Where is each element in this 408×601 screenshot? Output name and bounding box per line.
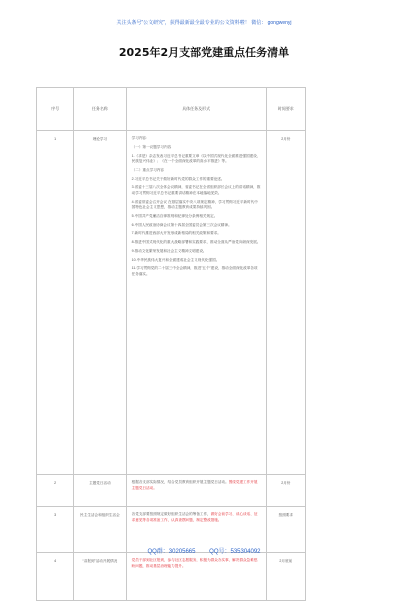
content-line: （一）第一议题学习内容 [131,144,172,149]
table-header-row [37,88,306,131]
content-line: 6.中国人民政治协商会议第十四届全国委员会第三次会议精神。 [131,222,232,227]
footer-qq-number[interactable]: QQ号：535304092 [209,549,261,555]
content-line: 8.推进中国式现代化的重大战略部署和实践要求，推动全面从严治党向纵深发展。 [131,240,261,245]
content-line: 7.新时代推进西部大开发形成新格局的相关政策和要求。 [131,231,221,236]
row-no: 1 [37,131,74,475]
row-type: 民主生活会和组织生活会 [74,507,126,553]
content-highlight: 围绕党建工作开展主题党日活动。 [131,480,258,490]
content-line: 3.省委十三届八次全体会议精神，省委书记在全省组织部长会议上的讲话精神，推动学习贯彻习近平总书记重要讲话精神在本地落地见效。 [131,185,261,195]
row-no: 2 [37,475,74,507]
task-table [36,87,306,601]
content-line: 2.习近平总书记关于做好新时代党的群众工作的重要论述。 [131,176,225,181]
row-time: 2月份 [266,131,305,475]
row-type: 理论学习 [74,131,126,475]
row-content [126,131,266,475]
footer-contact [0,546,408,555]
content-line: 9.推动文化繁荣发展和社会主义精神文明建设。 [131,248,207,253]
header-time: 时间要求 [266,88,305,131]
banner-wechat-id: gongwenyj [267,20,292,26]
header-no: 序号 [37,88,74,131]
content-line: 10.中华民族伟大复兴和全面建成社会主义现代化强国。 [131,257,220,262]
row-no: 3 [37,507,74,553]
content-line: 1.《求是》杂志发表习近平总书记重要文章《以中国式现代化全面推进强国建设、民族复兴伟业》；《在一个全面深化改革的高水平推进》等。 [131,153,261,164]
row-content [126,475,266,507]
banner-wechat-label: 微信： [251,20,267,26]
table-row [37,553,306,601]
banner-text: 关注头条号“公文研究”，获得最新最全最专业的公文资料啦！ [116,20,250,26]
content-line: （二）重点学习内容 [131,167,164,172]
header-type: 任务名称 [74,88,126,131]
row-time: 2月底前 [266,553,305,601]
document-title: 2025年2月支部党建重点任务清单 [118,46,290,59]
row-type: 主题党日活动 [74,475,126,507]
content-line: 11.学习贯彻党的二十届三中全会精神，推进"五个"建设，推动全面深化改革各项任务落实。 [131,266,258,276]
content-text: 根据各支部实际情况，结合党员教育组织开展主题党日活动。 [131,480,229,484]
content-highlight: 党员干部到社区报到，参与社区志愿服务，积极为群众办实事，解决群众急难愁盼问题，推动基层治理能力提升。 [131,558,258,568]
content-text: 各党支部要按照规定做好组织生活会的筹备工作， [131,512,211,516]
row-time: 2月份 [266,475,305,507]
content-line: 5.中国共产党廉洁自律准则和纪律处分条例相关规定。 [131,213,218,218]
row-content [126,553,266,601]
table-row [37,475,306,507]
row-time: 按照要求 [266,507,305,553]
content-highlight: 做好会前学习、谈心谈话、征求意见等各项准备工作，认真查摆问题，制定整改措施。 [131,512,258,522]
footer-qq-group[interactable]: QQ群：30205665 [147,549,196,555]
header-content: 具体任务及形式 [126,88,266,131]
row-type: “双报到”活动开展情况 [74,553,126,601]
top-banner [0,19,408,26]
content-line: 4.省委常委会召开会议 在基层落实中央八项规定精神，学习贯彻习近平新时代中国特色社会主义思想，推动主题教育成果持续巩固。 [131,199,258,210]
table-row [37,131,306,475]
row-no: 4 [37,553,74,601]
content-line: 学习内容： [131,136,150,140]
